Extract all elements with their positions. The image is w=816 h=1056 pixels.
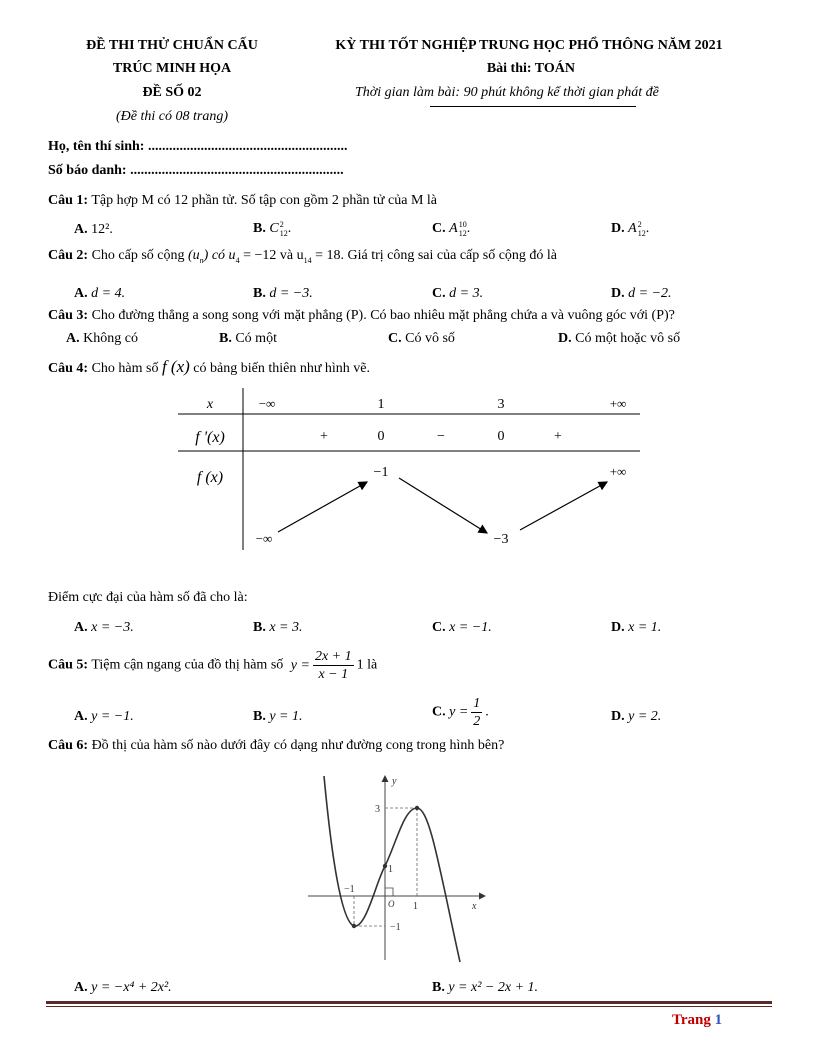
question-3: Câu 3: Cho đường thẳng a song song với mặt phẳng (P). Có bao nhiêu mặt phẳng chứa a và vuông góc với (P)? <box>48 308 675 323</box>
table-sign-plus-2: + <box>554 429 562 444</box>
candidate-id-field: Số báo danh: ............................................................. <box>48 163 344 178</box>
question-5: Câu 5: Tiệm cận ngang của đồ thị hàm số y = $\frac{2x + 1}{x - 1}$ 1 là <box>48 649 378 682</box>
q6-graph <box>300 772 490 967</box>
q5-option-c: C. y = $\frac{1}{2}$ . <box>432 696 489 729</box>
svg-text:−1: −1 <box>344 884 355 895</box>
header-right-line3: Thời gian làm bài: 90 phút không kể thời gian phát đề <box>355 85 659 100</box>
table-sign-plus-1: + <box>320 429 328 444</box>
svg-text:x: x <box>472 901 477 912</box>
header-left-line2: TRÚC MINH HỌA <box>112 61 232 76</box>
table-fprime-label: f '(x) <box>195 429 225 446</box>
q2-option-b: B. d = −3. <box>253 286 313 301</box>
table-x-pos-inf: +∞ <box>609 396 627 411</box>
table-x-neg-inf: −∞ <box>258 396 276 411</box>
q6-option-a: A. y = −x⁴ + 2x². <box>74 980 172 995</box>
q1-option-a: A. 12². <box>74 222 113 237</box>
q4-option-a: A. x = −3. <box>74 620 134 635</box>
table-x-label: x <box>206 397 214 412</box>
q3-option-b: B. Có một <box>219 331 277 346</box>
header-left-line4: (Đề thi có 08 trang) <box>116 109 228 124</box>
q3-option-a: A. Không có <box>66 331 138 346</box>
q2-option-d: D. d = −2. <box>611 286 672 301</box>
table-arrow-up-2 <box>520 482 607 530</box>
svg-text:1: 1 <box>413 901 418 912</box>
header-right-line1: KỲ THI TỐT NGHIỆP TRUNG HỌC PHỔ THÔNG NĂM 2021 <box>335 38 723 53</box>
q4-question-after: Điểm cực đại của hàm số đã cho là: <box>48 590 248 605</box>
table-f-min: −3 <box>493 532 509 547</box>
header-underline <box>430 106 636 107</box>
header-right-line2: Bài thi: TOÁN <box>486 61 575 76</box>
table-arrow-down <box>399 478 487 533</box>
q2-option-a: A. d = 4. <box>74 286 126 301</box>
q2-option-c: C. d = 3. <box>432 286 484 301</box>
svg-text:1: 1 <box>388 864 393 875</box>
q4-option-d: D. x = 1. <box>611 620 662 635</box>
question-2: Câu 2: Cho cấp số cộng $(u_n)$ có $u_4 = -12$ và $u_{14} = 18$. Giá trị công sai của cấp số cộng đó là <box>48 248 558 265</box>
table-sign-minus: − <box>437 429 445 444</box>
svg-text:y: y <box>392 776 397 787</box>
svg-text:3: 3 <box>375 804 380 815</box>
table-sign-zero-2: 0 <box>497 429 505 444</box>
page-number: Trang 1 <box>672 1012 723 1028</box>
table-f-pos-inf: +∞ <box>609 464 627 479</box>
q1-option-b: B. C 2 12 . <box>253 220 292 238</box>
footer-rule-thick <box>46 1001 772 1004</box>
svg-text:O: O <box>388 899 395 909</box>
table-x-3: 3 <box>497 397 505 412</box>
variation-table <box>170 388 650 558</box>
q5-fraction: $\frac{2x + 1}{x - 1}$ <box>314 649 352 682</box>
question-6: Câu 6: Đồ thị của hàm số nào dưới đây có dạng như đường cong trong hình bên? <box>48 738 505 753</box>
q3-option-c: C. Có vô số <box>388 331 455 346</box>
q4-option-c: C. x = −1. <box>432 620 492 635</box>
q5-option-d: D. y = 2. <box>611 709 662 724</box>
candidate-name-field: Họ, tên thí sinh: ......................................................... <box>48 139 348 154</box>
header-left-line3: ĐỀ SỐ 02 <box>142 85 202 100</box>
question-4: Câu 4: Cho hàm số f (x) có bảng biến thiên như hình vẽ. <box>48 357 371 376</box>
q5-option-a: A. y = −1. <box>74 709 134 724</box>
q3-option-d: D. Có một hoặc vô số <box>558 331 681 346</box>
table-sign-zero-1: 0 <box>377 429 385 444</box>
svg-text:−1: −1 <box>390 922 401 933</box>
q1-option-d: D. A 2 12 . <box>611 220 650 238</box>
table-f-neg-inf: −∞ <box>255 531 273 546</box>
table-x-1: 1 <box>377 397 385 412</box>
table-f-max: −1 <box>373 465 389 480</box>
header-left-line1: ĐỀ THI THỬ CHUẨN CẤU <box>86 38 258 53</box>
q4-option-b: B. x = 3. <box>253 620 303 635</box>
question-1: Câu 1: Tập hợp M có 12 phần tử. Số tập con gồm 2 phần tử của M là <box>48 193 437 208</box>
q1-option-c: C. A 10 12 . <box>432 220 471 238</box>
table-f-label: f (x) <box>196 469 224 486</box>
q6-option-b: B. y = x² − 2x + 1. <box>432 980 539 995</box>
footer-rule-thin <box>46 1006 772 1007</box>
q5-option-b: B. y = 1. <box>253 709 303 724</box>
table-arrow-up-1 <box>278 482 367 532</box>
